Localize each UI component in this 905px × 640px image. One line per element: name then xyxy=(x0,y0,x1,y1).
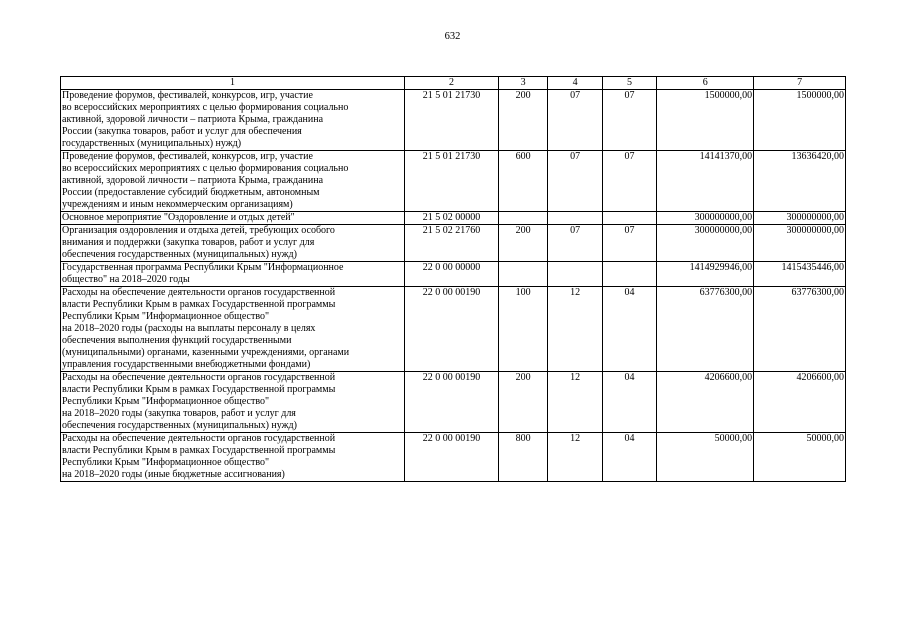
row-subsection xyxy=(602,212,656,225)
page-number: 632 xyxy=(444,31,461,42)
row-code: 22 0 00 00190 xyxy=(405,372,499,433)
row-description: Расходы на обеспечение деятельности органов государственной власти Республики Крым в рамках Государственной программы Республики Крым "Информационное общество" на 2018–2020 годы (иные бюджетные ассигнования) xyxy=(61,433,405,482)
row-amount-col7: 1500000,00 xyxy=(754,90,846,151)
row-amount-col6: 300000000,00 xyxy=(657,225,754,262)
row-expense-type: 600 xyxy=(498,151,547,212)
column-header-6: 6 xyxy=(657,77,754,90)
row-expense-type: 200 xyxy=(498,372,547,433)
row-expense-type xyxy=(498,212,547,225)
column-header-3: 3 xyxy=(498,77,547,90)
row-description: Организация оздоровления и отдыха детей, требующих особого внимания и поддержки (закупка товаров, работ и услуг для обеспечения государственных (муниципальных) нужд) xyxy=(61,225,405,262)
row-subsection: 04 xyxy=(602,433,656,482)
row-amount-col6: 63776300,00 xyxy=(657,287,754,372)
row-amount-col7: 300000000,00 xyxy=(754,212,846,225)
row-code: 21 5 01 21730 xyxy=(405,90,499,151)
column-header-7: 7 xyxy=(754,77,846,90)
row-amount-col7: 63776300,00 xyxy=(754,287,846,372)
row-amount-col7: 1415435446,00 xyxy=(754,262,846,287)
row-code: 22 0 00 00190 xyxy=(405,287,499,372)
row-amount-col6: 50000,00 xyxy=(657,433,754,482)
row-subsection: 07 xyxy=(602,90,656,151)
row-amount-col7: 4206600,00 xyxy=(754,372,846,433)
row-section: 12 xyxy=(548,287,602,372)
row-section: 12 xyxy=(548,433,602,482)
row-amount-col6: 1414929946,00 xyxy=(657,262,754,287)
budget-table xyxy=(60,76,846,482)
row-description: Расходы на обеспечение деятельности органов государственной власти Республики Крым в рамках Государственной программы Республики Крым "Информационное общество" на 2018–2020 годы (расходы на выплаты персоналу в целях обеспечения выполнения функций государственными (муниципальными) органами, казенными учреждениями, органами управления государственными внебюджетными фондами) xyxy=(61,287,405,372)
row-amount-col6: 1500000,00 xyxy=(657,90,754,151)
row-expense-type xyxy=(498,262,547,287)
row-amount-col7: 300000000,00 xyxy=(754,225,846,262)
row-subsection xyxy=(602,262,656,287)
row-code: 22 0 00 00190 xyxy=(405,433,499,482)
table-row xyxy=(61,433,846,482)
row-amount-col7: 13636420,00 xyxy=(754,151,846,212)
row-subsection: 04 xyxy=(602,287,656,372)
row-section: 07 xyxy=(548,90,602,151)
row-section: 12 xyxy=(548,372,602,433)
row-code: 21 5 02 00000 xyxy=(405,212,499,225)
row-description: Проведение форумов, фестивалей, конкурсов, игр, участие во всероссийских мероприятиях с целью формирования социально активной, здоровой личности – патриота Крыма, гражданина России (закупка товаров, работ и услуг для обеспечения государственных (муниципальных) нужд) xyxy=(61,90,405,151)
row-subsection: 07 xyxy=(602,225,656,262)
row-section: 07 xyxy=(548,151,602,212)
row-section xyxy=(548,262,602,287)
row-code: 22 0 00 00000 xyxy=(405,262,499,287)
row-description: Проведение форумов, фестивалей, конкурсов, игр, участие во всероссийских мероприятиях с целью формирования социально активной, здоровой личности – патриота Крыма, гражданина России (предоставление субсидий бюджетным, автономным учреждениям и иным некоммерческим организациям) xyxy=(61,151,405,212)
table-body xyxy=(61,77,846,482)
column-header-5: 5 xyxy=(602,77,656,90)
column-header-4: 4 xyxy=(548,77,602,90)
table-row xyxy=(61,287,846,372)
table-row xyxy=(61,372,846,433)
row-expense-type: 200 xyxy=(498,225,547,262)
row-expense-type: 200 xyxy=(498,90,547,151)
row-subsection: 07 xyxy=(602,151,656,212)
row-section: 07 xyxy=(548,225,602,262)
table-row xyxy=(61,212,846,225)
table-row xyxy=(61,262,846,287)
column-header-1: 1 xyxy=(61,77,405,90)
row-amount-col6: 14141370,00 xyxy=(657,151,754,212)
row-amount-col6: 4206600,00 xyxy=(657,372,754,433)
row-amount-col6: 300000000,00 xyxy=(657,212,754,225)
row-expense-type: 800 xyxy=(498,433,547,482)
table-row xyxy=(61,90,846,151)
row-subsection: 04 xyxy=(602,372,656,433)
table-row xyxy=(61,151,846,212)
row-code: 21 5 02 21760 xyxy=(405,225,499,262)
column-number-row xyxy=(61,77,846,90)
row-code: 21 5 01 21730 xyxy=(405,151,499,212)
row-description: Расходы на обеспечение деятельности органов государственной власти Республики Крым в рамках Государственной программы Республики Крым "Информационное общество" на 2018–2020 годы (закупка товаров, работ и услуг для обеспечения государственных (муниципальных) нужд) xyxy=(61,372,405,433)
row-section xyxy=(548,212,602,225)
row-description: Основное мероприятие "Оздоровление и отдых детей" xyxy=(61,212,405,225)
table-row xyxy=(61,225,846,262)
row-expense-type: 100 xyxy=(498,287,547,372)
column-header-2: 2 xyxy=(405,77,499,90)
row-description: Государственная программа Республики Крым "Информационное общество" на 2018–2020 годы xyxy=(61,262,405,287)
row-amount-col7: 50000,00 xyxy=(754,433,846,482)
